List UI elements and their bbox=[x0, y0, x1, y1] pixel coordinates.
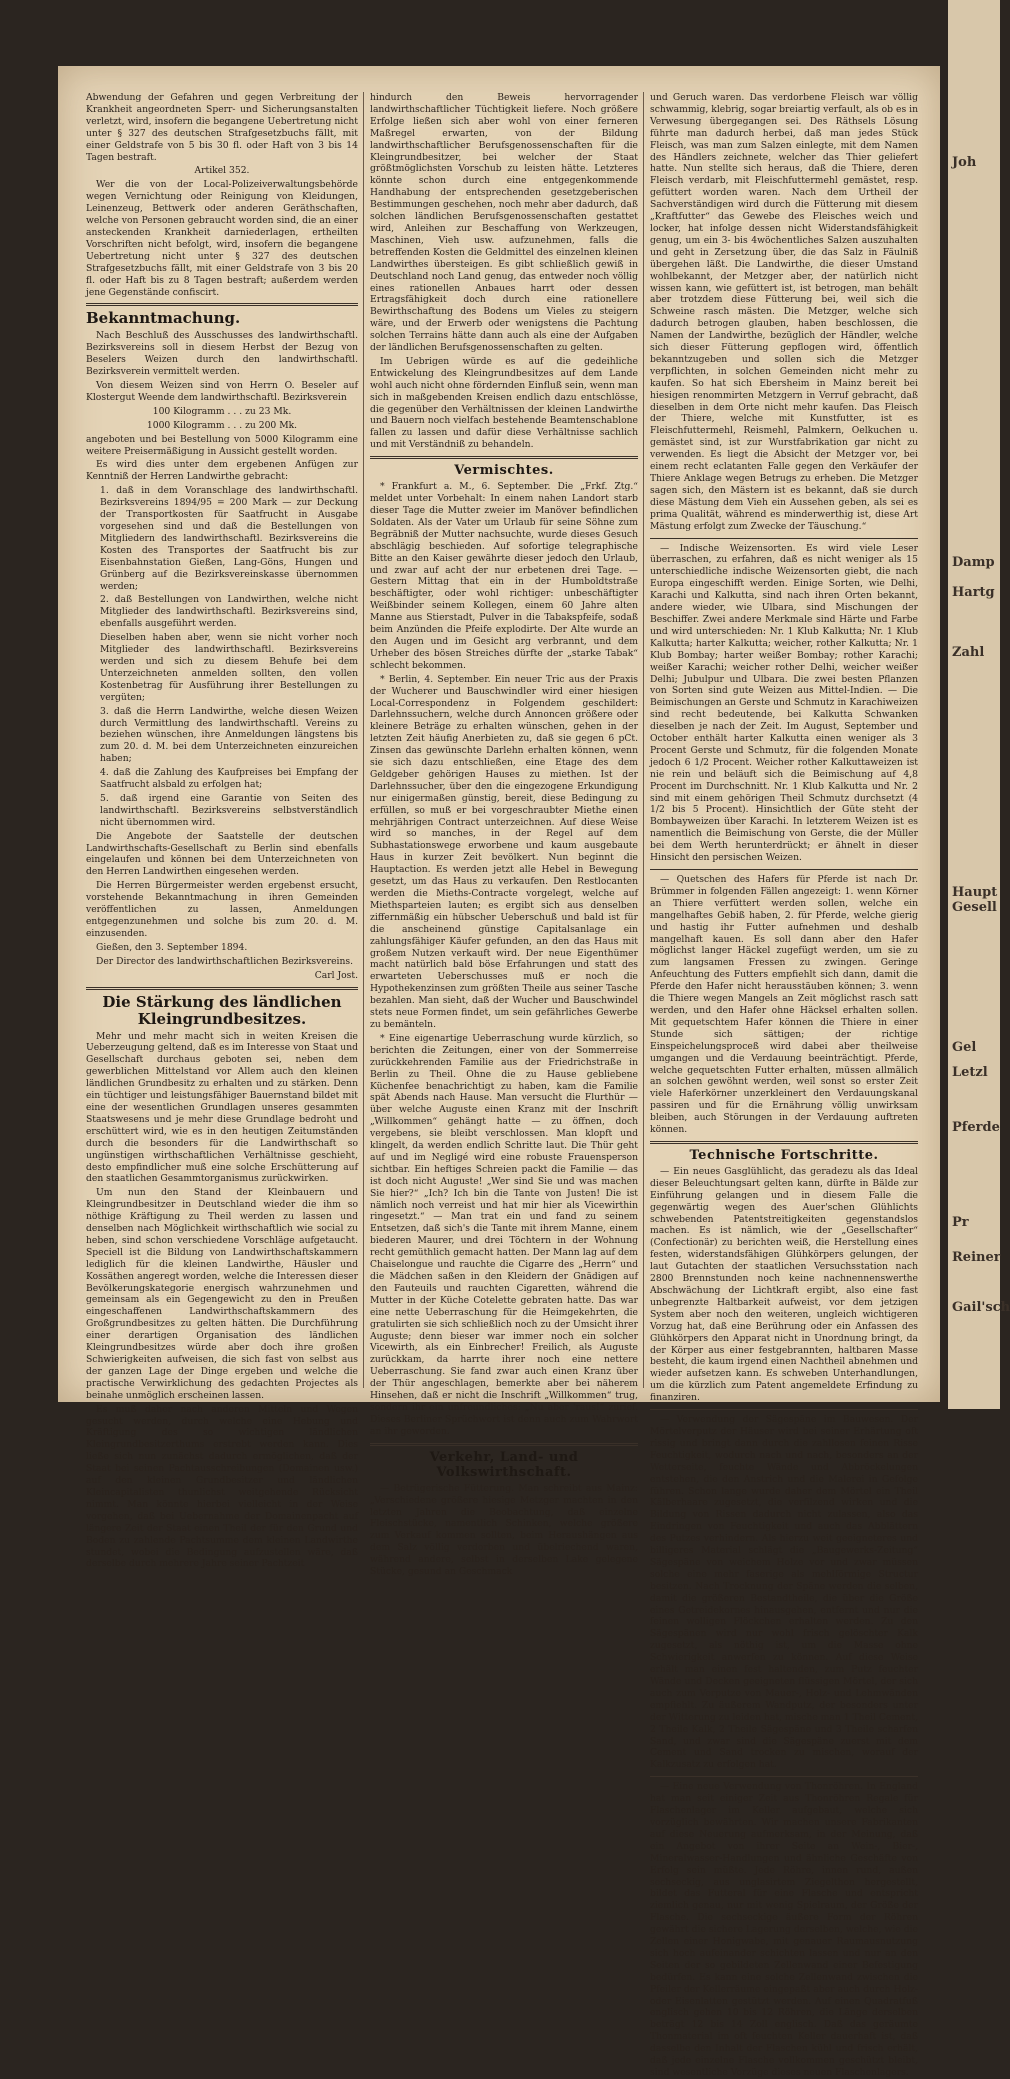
list-item: 3. daß die Herrn Landwirthe, welche diesen Weizen durch Vermittlung des landwirthschaftl. Vereins zu beziehen wünschen, ihre Anmeldungen längstens bis zum 20. d. M. bei dem Unterzeichneten einzureichen haben; bbox=[100, 705, 358, 765]
bek-paragraph: Die Angebote der Saatstelle der deutschen Landwirthschafts-Gesellschaft zu Berlin sind ebenfalls eingelaufen und können bei dem Unterzeichneten von den Herren Landwirthen eingesehen werden. bbox=[86, 830, 358, 878]
divider bbox=[650, 1409, 918, 1410]
divider bbox=[650, 869, 918, 870]
divider bbox=[86, 987, 358, 990]
article-paragraph: hindurch den Beweis hervorragender landwirthschaftlicher Tüchtigkeit liefere. Noch größere Erfolge ließen sich aber wohl von einer ferneren Maßregel erwarten, von der Bildung landwirthschaftlicher Berufsgenossenschaften für die Kleingrundbesitzer, bei welcher der Staat größtmöglichsten Vorschub zu leisten hätte. Letzteres könnte schon durch eine entgegenkommende Handhabung der entsprechenden gesetzgeberischen Bestimmungen geschehen, noch mehr aber dadurch, daß solchen ländlichen Berufsgenossenschaften gestattet wird, Anleihen zur Beschaffung von Werkzeugen, Maschinen, Vieh usw. aufzunehmen, falls die betreffenden Kosten die Geldmittel des einzelnen kleinen Landwirthes übersteigen. Es gibt schließlich gewiß in Deutschland noch Land genug, das entweder noch völlig eines rationellen Anbaues harrt oder dessen Ertragsfähigkeit doch durch eine rationellere Bewirthschaftung des Bodens um Vieles zu steigern wäre, und der Erwerb oder wenigstens die Pachtung solchen Terrains hätte dann auch als eine der Aufgaben der ländlichen Berufsgenossenschaften zu gelten. bbox=[370, 92, 638, 354]
list-item: Dieselben haben aber, wenn sie nicht vorher noch Mitglieder des landwirthschaftl. Bezirksvereins werden und sich zu diesem Behufe bei dem Unterzeichneten anmelden sollten, den vollen Kostenbetrag für Ausführung ihrer Bestellungen zu vergüten; bbox=[100, 632, 358, 703]
director-line: Der Director des landwirthschaftlichen Bezirksvereins. bbox=[96, 955, 354, 967]
section-title: Vermischtes. bbox=[454, 463, 554, 479]
list-item: 1. daß in dem Voranschlage des landwirthschaftl. Bezirksvereins 1894/95 = 200 Mark — zur Deckung der Transportkosten für Saatfrucht in Ausgabe vorgesehen sind und daß die Bestellungen von Mitgliedern des landwirthschaftl. Bezirksvereins die Kosten des Transportes der Saatfrucht bis zur Eisenbahnstation Gießen, Lang-Göns, Hungen und Grünberg auf die Bezirksvereinskasse übernommen werden; bbox=[100, 485, 358, 592]
bek-paragraph: Nach Beschluß des Ausschusses des landwirthschaftl. Bezirksvereins soll in diesem Herbst der Bezug von Beselers Weizen durch den landwirthschaftl. Bezirksverein vermittelt werden. bbox=[86, 330, 358, 378]
news-item: — Ein neues Gasglühlicht, das geradezu als das Ideal dieser Beleuchtungsart gelten kann, dürfte in Bälde zur Einführung gelangen und in diesem Falle die gegenwärtig wegen des Auer'schen Glühlichts schwebenden Patentstreitigkeiten gegenstandslos machen. Es ist nämlich, wie der „Gesellschafter“ (Confectionär) zu berichten weiß, die Herstellung eines festen, widerstandsfähigen Glühkörpers gelungen, der laut Gutachten der staatlichen Versuchsstation nach 2800 Brennstunden noch keine nachnennenswerthe Abschwächung der Lichtkraft ergibt, also eine fast unbegrenzte Haltbarkeit aufweist, vor dem jetzigen System aber noch den weiteren, ungleich wichtigeren Vorzug hat, daß eine Berührung oder ein Anfassen des Glühkörpers den Apparat nicht in Unordnung bringt, da der Körper aus einer festgebrannten, haltbaren Masse besteht, die kaum irgend einen Nachtheil abnehmen und wieder aufsetzen kann. Es schweben Unterhandlungen, um die kürzlich zum Patent angemeldete Erfindung zu finanziren. bbox=[650, 1165, 918, 1404]
article-paragraph: Es muß daher nach anderen Mitteln und Wegen gesucht werden, durch welche eine Hebung und Kräftigung des so wichtigen ländlichen Kleingrundbesitzerthums erstrebt werden kann. Dies ließe sich nun zunächst dadurch ermöglichen, daß der Staat bei seinen Pachtausschreibungen (Domainen usw.) auf den kleinen Grundbesitzer und ländlichen Kleincapitalisten thunlichst weitgehende Rücksicht nimmt. Man könnte hierbei vielleicht in der Weise vorgehen, daß bei Uebernahme der Domainenpacht auf längere Zeit der Staat einen Theil der für den Grund und Boden zu zahlende Pachtsumme dem kleinen Landwirthe stundet, wobei die Bedingung aufzustellen wäre, daß derselbe durch mehrere Jahre seiner Pachtzeit bbox=[86, 1403, 358, 1570]
adjacent-page-edge bbox=[948, 0, 1010, 1409]
edge-fragment: Damp bbox=[952, 555, 995, 570]
column-3 bbox=[650, 92, 918, 2078]
news-item: — Betrügerische Fütterung. Man schreibt aus Mainz: „Verschiedene größere hiesige Metzger machten in den letzten Jahren die Beobachtung, daß einzelne Fleischstücke, namentlich Schinken, welche größere zum Verkauf kommen sollten, beim Heraushängen aus dem Salz völlig verdorben und übelriechend waren, während andere, selbst in derselben Lake gelegene Stücke, gesund an Geschmack bbox=[370, 1482, 638, 1578]
column-1 bbox=[86, 92, 358, 1570]
edge-fragment: Reiner bbox=[952, 1250, 1001, 1265]
list-item: 5. daß irgend eine Garantie von Seiten des landwirthschaftl. Bezirksvereins selbstverständlich nicht übernommen wird. bbox=[100, 792, 358, 828]
edge-fragment: Pferde bbox=[952, 1120, 1000, 1135]
edge-fragment: Gesell bbox=[952, 900, 997, 915]
price-line: 1000 Kilogramm . . . zu 200 Mk. bbox=[146, 419, 298, 431]
section-title: Verkehr, Land- und Volkswirthschaft. bbox=[429, 1449, 579, 1480]
bekanntmachung-title: Bekanntmachung. bbox=[86, 309, 241, 328]
column-2 bbox=[370, 92, 638, 1578]
artikel-text: Wer die von der Local-Polizeiverwaltungsbehörde wegen Vernichtung oder Reinigung von Kleidungen, Leinenzeug, Bettwerk oder anderen Geräthschaften, welche von Personen gebraucht worden sind, die an einer ansteckenden Krankheit darniederlagen, ertheilten Vorschriften nicht befolgt, wird, insofern die begangene Uebertretung nicht unter § 327 des deutschen Strafgesetzbuchs fällt, mit einer Geldstrafe von 3 bis 20 fl. oder Haft bis zu 8 Tagen bestraft; außerdem werden jene Gegenstände confiscirt. bbox=[86, 179, 358, 298]
news-item: — Verwendung der Sägespäne im Bauwesen. Der Mörtelverputz der Häuser wird bei seiner Erhärtung oft rissig und bringt dann durch die zahllosen feinen Risse Feuchtigkeit, wodurch nach und nach, besonders an der Wetterseite, feuchte Wände und Abbröckelungen entstehen, die den Anstrich und die Malerei in Gefolge führen. Schon lange wurde daher dem Mörtel ein Theil Kälberhaare zugesetzt, die verfilzend wirken und die Bildung von Rissen dadurch nicht zulassen, also das Eindringen von Feuchtigkeit und auch das Abblättern des Putzes verhindern. Als hierzu weit geeigneteres und billigeres Material schlägt die „Baugewerks-Zeitung“ Sägespäne von weichem Holze vor und zwar müssen solche eine mehr faserige als mehlförmige Structur besitzen. Nach Trocknung der Späne werden die selben, damit die größeren Bestandtheile, die über die Größe eines Getreidekornes hinausgehen, entfernt und nur die feinen wolligen Flöckchen erhalten werden. Zu den Sägespänen wird nur wohl frisch gelöschter Kalk zugesetzt, als nöthig ist, um die Masse ohne Schwierigkeit anwerfen zu können. Auf diese Weise erhält man einen fest haltenden, zum Putz feuchter Wände und Decken geeigneten flüssigen Mörtel, der sich auch zum Verputze von Mauer-, Holz- und Lehmwänden empfiehlt. Zu äußerem Wandputz, der besonders unter der Witterung zu leiden hat, mische man 1 Theil Cement, 2 Theile Kalk, 2 Theile Sägespäne und 3 Theile scharfen Sand, und zwar sind die Sägespäne zuerst mit dem Cement und Sand trocken zu mischen, worauf der Kalkzusatz zu erfolgen hat. bbox=[650, 1414, 918, 1771]
divider bbox=[370, 456, 638, 459]
divider bbox=[650, 538, 918, 539]
divider bbox=[370, 1443, 638, 1446]
list-item: 2. daß Bestellungen von Landwirthen, welche nicht Mitglieder des landwirthschaftl. Bezirksvereins sind, ebenfalls ausgeführt werden. bbox=[100, 594, 358, 630]
signature: Carl Jost. bbox=[314, 969, 358, 981]
artikel-heading: Artikel 352. bbox=[194, 165, 250, 177]
article-title: Die Stärkung des ländlichen Kleingrundbesitzes. bbox=[102, 992, 342, 1028]
bek-paragraph: Es wird dies unter dem ergebenen Anfügen zur Kenntniß der Herren Landwirthe gebracht: bbox=[86, 459, 358, 483]
date-line: Gießen, den 3. September 1894. bbox=[96, 941, 248, 953]
article-paragraph: Im Uebrigen würde es auf die gedeihliche Entwickelung des Kleingrundbesitzes auf dem Lande wohl auch nicht ohne fördernden Einfluß sein, wenn man sich in maßgebenden Kreisen endlich dazu entschlösse, die gegenüber den Verhältnissen der kleinen Landwirthe und Bauern noch vielfach bestehende Beamtenschablone fallen zu lassen und dafür diese Verhältnisse sachlich und mit Verständniß zu behandeln. bbox=[370, 355, 638, 451]
intro-text: Abwendung der Gefahren und gegen Verbreitung der Krankheit angeordneten Sperr- und Sicherungsanstalten verletzt, wird, insofern die begangene Uebertretung nicht unter § 327 des deutschen Strafgesetzbuchs fällt, mit einer Geldstrafe von 5 bis 30 fl. oder Haft von 3 bis 14 Tagen bestraft. bbox=[86, 92, 358, 163]
bek-paragraph: Von diesem Weizen sind von Herrn O. Beseler auf Klostergut Weende dem landwirthschaftl. Bezirksverein bbox=[86, 380, 358, 403]
edge-fragment: Zahl bbox=[952, 645, 985, 660]
article-paragraph: Mehr und mehr macht sich in weiten Kreisen die Ueberzeugung geltend, daß es im Interesse von Staat und Gesellschaft durchaus geboten sei, neben dem gewerblichen Mittelstand vor Allem auch den kleinen ländlichen Grundbesitz zu erhalten und zu stärken. Denn ein tüchtiger und leistungsfähiger Bauernstand bildet mit eine der wesentlichen Grundlagen unseres gesammten Staatswesens und je mehr diese Grundlage bedroht und erschüttert wird, wie es in den heutigen Zeitumständen durch die besonders für die Landwirthschaft so ungünstigen wirthschaftlichen Verhältnisse geschieht, desto empfindlicher muß eine solche Erschütterung auf den staatlichen Gesammtorganismus zurückwirken. bbox=[86, 1030, 358, 1185]
bek-paragraph: angeboten und bei Bestellung von 5000 Kilogramm eine weitere Preisermäßigung in Aussicht gestellt worden. bbox=[86, 433, 358, 457]
edge-fragment: Gel bbox=[952, 1040, 977, 1055]
column-rule bbox=[363, 92, 364, 1388]
news-item: — Quetschen des Hafers für Pferde ist nach Dr. Brümmer in folgenden Fällen angezeigt: 1. wenn Körner an Thiere verfüttert werden sollen, welche ein mangelhaftes Gebiß haben, 2. für Pferde, welche gierig und hastig ihr Futter aufnehmen und deshalb mangelhaft kauen. Es soll dann aber den Hafer möglichst langer Häckel zugefügt werden, um sie zu zum langsamen Fressen zu zwingen. Geringe Anfeuchtung des Futters empfiehlt sich dann, damit die Pferde den Hafer nicht herausstäuben können; 3. wenn die Thiere wegen Mangels an Zeit möglichst rasch satt werden, und den Hafer ohne Häcksel erhalten sollen. Mit gequetschtem Hafer können die Thiere in einer Stunde sich sättigen; der richtige Einspeichelungsproceß wird dabei aber theilweise umgangen und die Verdauung beeinträchtigt. Pferde, welche gequetschten Futter erhalten, müssen allmälich an solchen gewöhnt werden, weil sonst so erster Zeit viele Haferkörner unzerkleinert den Verdauungskanal passiren und für die Ernährung völlig unwirksam bleiben, auch Störungen in der Verdauung auftreten können. bbox=[650, 874, 918, 1136]
edge-fragment: Pr bbox=[952, 1215, 969, 1230]
news-item: — Eine neue Verwendung von Thonröhren. In England hat man seit einiger Zeit aus Thonröhren Regale für Flaschenlager im Keller aufgebaut, welche sich vorzüglich bewährten. Wir machen unsere Fabrikanten auf diese Neuerung aufmerksam, in der Meinung, daß ein Angebot von ihrer Seite an Wein-, Bier-, Mineralwasser-Handlungen und ähnliche Geschäfte von Erfolg sein müßte. Jede Röhre, innen rund, außen sechseckig, aus unglasirtem Ziegelthon hergestellt, bildet das Futteral für eine Flasche und entspricht ziemlich genau, nur mit wenig Spielraum, der Größe der Flasche. Die sechseckige äußere Form der Röhren gewährt die sichere Lagerung derselben, welche, wie die Zellen einer Honigwabe, mit genauer Raumausnutzung sich hoch aufeinander schichten lassen und nur an den Seiten der so gebildeten Zellenwand einer Befestigung bedürfen. Es kann eine solche Zellenwand zwischen die Pfeiler der Kellerräume eingepaßt aber auch durch Holz- oder Eisenlatten gestützt werden. Auf einen Quadratfuß englisch gehen 10 bis 12 Röhren, die Länge derselben beträgt 12 bis 14 Zoll englisch. Daß das geräumte Thonmaterial im oft feuchten Keller dauerhaft ist, daß dasselbe den Inhalt der Flaschen kühl und frisch erhält, daß jede einzelne Flasche vollkommen geschützt bleibt, sind wesentliche Vorzüge dieses neuen Flaschenlagers. bbox=[650, 1781, 918, 2078]
column-rule bbox=[643, 92, 644, 1388]
edge-fragment: Gail'sch bbox=[952, 1300, 1010, 1315]
news-item: — Indische Weizensorten. Es wird viele Leser überraschen, zu erfahren, daß es nicht weniger als 15 unterschiedliche indische Weizensorten giebt, die nach Europa eingeschifft werden. Einige Sorten, wie Delhi, Karachi und Kalkutta, sind nach ihren Orten bekannt, andere wieder, wie Ulbara, sind Mischungen der Beschiffer. Zwei andere Merkmale sind Härte und Farbe und wird unterschieden: Nr. 1 Klub Kalkutta; Nr. 1 Klub Kalkutta; harter Kalkutta; weicher, rother Kalkutta; Nr. 1 Klub Bombay; harter weißer Bombay; rother Karachi; weißer Karachi; weicher rother Delhi, weicher weißer Delhi; Jubulpur und Ulbara. Die zwei besten Pflanzen von Sorten sind gute Weizen aus Mittel-Indien. — Die Beimischungen an Gerste und Schmutz in Karachiweizen sind recht bedeutende, bei Kalkutta Schwanken dieselben je nach der Zeit. Im August, September und October enthält harter Kalkutta einen weniger als 3 Procent Gerste und Schmutz, für die folgenden Monate jedoch 6 1/2 Procent. Weicher rother Kalkuttaweizen ist nie rein und beläuft sich die Beimischung auf 4,8 Procent im Durchschnitt. Nr. 1 Klub Kalkutta und Nr. 2 sind mit einem gehörigen Theil Schmutz durchsetzt (4 1/2 bis 5 Procent). Hinsichtlich der Güte steht der Bombayweizen über Karachi. In letzterem Weizen ist es namentlich die Beimischung von Gerste, die der Müller bei dem Werth herunterdrückt; er ähnelt in dieser Hinsicht den persischen Weizen. bbox=[650, 542, 918, 864]
news-item: und Geruch waren. Das verdorbene Fleisch war völlig schwammig, klebrig, sogar breiartig verfault, als ob es in Verwesung übergegangen sei. Des Räthsels Lösung führte man dadurch herbei, daß man jedes Stück Fleisch, was man zum Salzen einlegte, mit dem Namen des Händlers zeichnete, welcher das Thier geliefert hatte. Nun stellte sich heraus, daß die Thiere, deren Fleisch verdarb, mit Fleischfuttermehl gemästet, resp. gefüttert worden waren. Nach dem Urtheil der Sachverständigen wird durch die Fütterung mit diesem „Kraftfutter“ das Gewebe des Fleisches weich und locker, hat infolge dessen nicht Widerstandsfähigkeit genug, um ein 3- bis 4wöchentliches Salzen auszuhalten und geht in Zersetzung über, die das Salz in Fäulniß übergehen läßt. Die Landwirthe, die dieser Umstand wohlbekannt, der Metzger aber, der natürlich nicht wissen kann, wie gefüttert ist, ist betrogen, man behält aber trotzdem diese Fütterung bei, weil sich die Schweine rasch mästen. Die Metzger, welche sich dadurch betrogen glauben, haben beschlossen, die Namen der Landwirthe, bezüglich der Händler, welche sich dieser Fütterung gepflogen wird, öffentlich bekanntzugeben und sollen sich die Metzger verpflichten, in solchen Gemeinden nicht mehr zu kaufen. So hat sich Ebersheim in Mainz bereit bei hiesigen renommirten Metzgern in Verruf gebracht, daß dieselben in dem Orte nicht mehr kaufen. Das Fleisch der Thiere, welche mit Kunstfutter, ist es Fleischfuttermehl, Reismehl, Palmkern, Oelkuchen u. gemästet sind, ist zur Wurstfabrikation gar nicht zu verwenden. Es liegt die Absicht der Metzger vor, bei einem recht eclatanten Falle gegen den Verkäufer der Thiere Anklage wegen Betrugs zu erheben. Die Metzger sagen sich, den Mästern ist es bekannt, daß sie durch diese Mästung dem Vieh ein Aussehen geben, als sei es prima Qualität, während es minderwerthig ist, diese Art Mästung erfolgt zum Zwecke der Täuschung.“ bbox=[650, 92, 918, 532]
edge-fragment: Hartg bbox=[952, 585, 995, 600]
divider bbox=[650, 1141, 918, 1144]
bek-paragraph: Die Herren Bürgermeister werden ergebenst ersucht, vorstehende Bekanntmachung in ihren Gemeinden veröffentlichen zu lassen, Anmeldungen entgegenzunehmen und solche bis zum 20. d. M. einzusenden. bbox=[86, 880, 358, 939]
edge-fragment: Joh bbox=[952, 155, 977, 170]
news-item: * Berlin, 4. September. Ein neuer Tric aus der Praxis der Wucherer und Bauschwindler wird einer hiesigen Local-Correspondenz in Folgendem geschildert: Darlehnssuchern, welche durch Annoncen größere oder kleinere Beträge zu erhalten wünschen, gehen in der letzten Zeit häufig Anerbieten zu, daß sie gegen 6 pCt. Zinsen das gewünschte Darlehn erhalten können, wenn sie sich dazu entschließen, eine Etage des dem Geldgeber gehörigen Hauses zu miethen. Ist der Darlehnssucher, über den die eingezogene Erkundigung nur einigermaßen günstig, bereit, diese Bedingung zu erfüllen, so muß er bei vorgeschraubter Miethe einen mehrjährigen Contract unterzeichnen. Auf diese Weise wird so manches, in der Regel auf dem Subhastationswege erworbene und kaum ausgebaute Haus in kurzer Zeit bevölkert. Nun beginnt die Hauptaction. Es werden jetzt alle Hebel in Bewegung gesetzt, um das Haus zu verkaufen. Den Restlocanten werden die Mieths-Contracte vorgelegt, welche auf Miethsparteien lauten; es ergibt sich aus denselben ziffernmäßig ein hübscher Ueberschuß und bald ist für die anscheinend günstige Capitalsanlage ein zahlungsfähiger Käufer gefunden, an den das Haus mit großem Nutzen verkauft wird. Der neue Eigenthümer macht natürlich bald böse Erfahrungen und statt des erwarteten Ueberschusses muß er noch die Hypothekenzinsen zum größten Theile aus seiner Tasche bezahlen. Man sieht, daß der Wucher und Bauschwindel stets neue Formen findet, um sein gefährliches Gewerbe zu bemänteln. bbox=[370, 673, 638, 1030]
edge-fragment: Letzl bbox=[952, 1065, 988, 1080]
news-item: * Frankfurt a. M., 6. September. Die „Frkf. Ztg.“ meldet unter Vorbehalt: In einem nahen Landort starb dieser Tage die Mutter zweier im Manöver befindlichen Soldaten. Als der Vater um Urlaub für seine Söhne zum Begräbniß der Mutter nachsuchte, wurde dieses Gesuch abschlägig beschieden. Auf sofortige telegraphische Bitte an den Kaiser gewährte dieser jedoch den Urlaub, und zwar auf acht der nur erbetenen drei Tage. — Gestern Mittag that ein in der Humboldtstraße beschäftigter, oder wohl richtiger: unbeschäftigter Weißbinder seinem Kollegen, einem 60 Jahre alten Manne aus Stierstadt, Pulver in die Tabakspfeife, sodaß beim Anzünden die Pfeife explodirte. Der Alte wurde an den Augen und im Gesicht arg verbrannt, und dem Urheber des bösen Streiches dürfte der „starke Tabak“ schlecht bekommen. bbox=[370, 481, 638, 671]
price-line: 100 Kilogramm . . . zu 23 Mk. bbox=[152, 405, 292, 417]
newspaper-page bbox=[58, 66, 940, 2078]
edge-fragment: Haupt bbox=[952, 885, 998, 900]
divider bbox=[650, 1776, 918, 1777]
divider bbox=[86, 303, 358, 306]
section-title: Technische Fortschritte. bbox=[689, 1147, 879, 1163]
news-item: * Eine eigenartige Ueberraschung wurde kürzlich, so berichten die Zeitungen, einer von der Sommerreise zurückkehrenden Familie aus der Friedrichstraße in Berlin zu Theil. Ohne die zu Hause gebliebene Küchenfee benachrichtigt zu haben, kam die Familie spät Abends nach Hause. Man versucht die Flurthür — über welche Auguste einen Kranz mit der Inschrift „Willkommen“ gehängt hatte — zu öffnen, doch vergebens, sie bleibt verschlossen. Man klopft und klingelt, da werden endlich Schritte laut. Die Thür geht auf und im Negligé wird eine robuste Frauensperson sichtbar. Ein heftiges Schreien packt die Familie — das ist doch nicht Auguste! „Wer sind Sie und was machen Sie hier?“ „Ich? Ich bin die Tante von Justen! Die ist nämlich noch verreist und hat mir hier als Vicewirthin ringesetzt.“ — Man trat ein und fand zu seinem Entsetzen, daß sich's die Tante mit ihrem Manne, einem biederen Maurer, und drei Töchtern in der Wohnung recht gemüthlich gemacht hatten. Der Mann lag auf dem Chaiselongue und rauchte die Cigarre des „Herrn“ und die Mädchen saßen in den Kleidern der Gnädigen auf den Fauteuils und rauchten Cigaretten, während die Mutter in der Küche Cotelette gebraten hatte. Das war eine nette Ueberraschung für die Heimgekehrten, die gratulirten sie sich schließlich noch zu der Umsicht ihrer Auguste; denn bieser war immer noch ein solcher Vicewirth, als ein Einbrecher! Freilich, als Auguste zurückkam, da harrte ihrer noch eine nettere Ueberraschung. Sie fand zwar auch einen Kranz über der Thür angeschlagen, bemerkte aber bei näherem Hinsehen, daß er nicht die Inschrift „Willkommen“ trug, sondern ihr ein unfreundliches: „Nu aber 'raus!“ zurief. Dieses Berliner Sprüchwort ist denn auch zum Wahrwort an ihr geworden. bbox=[370, 1032, 638, 1437]
list-item: 4. daß die Zahlung des Kaufpreises bei Empfang der Saatfrucht alsbald zu erfolgen hat; bbox=[100, 767, 358, 791]
article-paragraph: Um nun den Stand der Kleinbauern und Kleingrundbesitzer in Deutschland wieder die ihm so nöthige Kräftigung zu Theil werden zu lassen und denselben nach Möglichkeit wirthschaftlich wie social zu heben, sind schon verschiedene Vorschläge aufgetaucht. Speciell ist die Bildung von Landwirthschaftskammern lediglich für die kleinen Landwirthe, Häusler und Kossäthen angeregt worden, welche die Interessen dieser Bevölkerungskategorie energisch wahrzunehmen und gemeinsam als ein Gegengewicht zu den in Preußen eingeschaffenen Landwirthschaftskammern des Großgrundbesitzes zu gelten hätten. Die Durchführung einer derartigen Organisation des ländlichen Kleingrundbesitzes würde aber doch ihre großen Schwierigkeiten aufweisen, die sich fast von selbst aus der ganzen Lage der Dinge ergeben und welche die practische Verwirklichung des gedachten Projectes als beinahe unmöglich erscheinen lassen. bbox=[86, 1187, 358, 1401]
